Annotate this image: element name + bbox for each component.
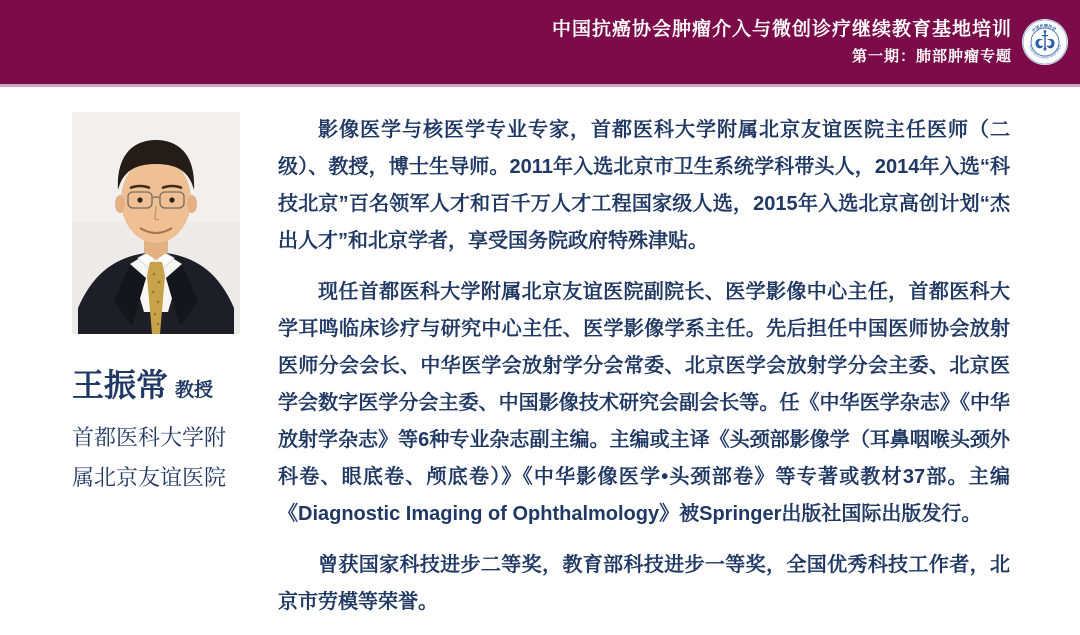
bio-paragraph-3: 曾获国家科技进步二等奖，教育部科技进步一等奖，全国优秀科技工作者，北京市劳模等荣誉。 xyxy=(278,554,1010,613)
biography-text xyxy=(278,112,1010,635)
header-text-block xyxy=(552,18,1012,66)
profile-degree: 教授 xyxy=(175,380,214,401)
profile-name-line xyxy=(72,360,240,406)
svg-text:CHINA ANTI-CANCER ASSOCIATION: CHINA ANTI-CANCER ASSOCIATION xyxy=(1028,44,1063,60)
profile-column xyxy=(72,112,240,635)
header-subtitle: 第一期：肺部肿瘤专题 xyxy=(851,48,1012,65)
svg-text:中国抗癌协会: 中国抗癌协会 xyxy=(1030,22,1058,34)
china-anti-cancer-association-logo-icon xyxy=(1022,19,1068,65)
profile-name: 王振常 xyxy=(72,367,169,403)
slide-content xyxy=(0,87,1080,635)
header-bar xyxy=(0,0,1080,87)
header-title: 中国抗癌协会肿瘤介入与微创诊疗继续教育基地培训 xyxy=(551,19,1012,40)
bio-paragraph-2: 现任首都医科大学附属北京友谊医院副院长、医学影像中心主任，首都医科大学耳鸣临床诊疗与研究中心主任、医学影像学系主任。先后担任中国医师协会放射医师分会会长、中华医学会放射学分会常委、北京医学会放射学分会主委、北京医学会数字医学分会主委、中国影像技术研究会副会长等。任《中华医学杂志》《中华放射学杂志》等6种专业杂志副主编。主编或主译《头颈部影像学（耳鼻咽喉头颈外科卷、眼底卷、颅底卷）》《中华影像医学•头颈部卷》等专著或教材37部。主编《Diagnostic Imaging of Ophthalmology》被Springer出版社国际出版发行。 xyxy=(278,281,1010,525)
profile-photo xyxy=(72,112,240,334)
profile-affiliation: 首都医科大学附属北京友谊医院 xyxy=(72,425,227,490)
bio-paragraph-1: 影像医学与核医学专业专家，首都医科大学附属北京友谊医院主任医师（二级）、教授，博士生导师。2011年入选北京市卫生系统学科带头人，2014年入选“科技北京”百名领军人才和百千万人才工程国家级人选，2015年入选北京高创计划“杰出人才”和北京学者，享受国务院政府特殊津贴。 xyxy=(278,119,1010,252)
